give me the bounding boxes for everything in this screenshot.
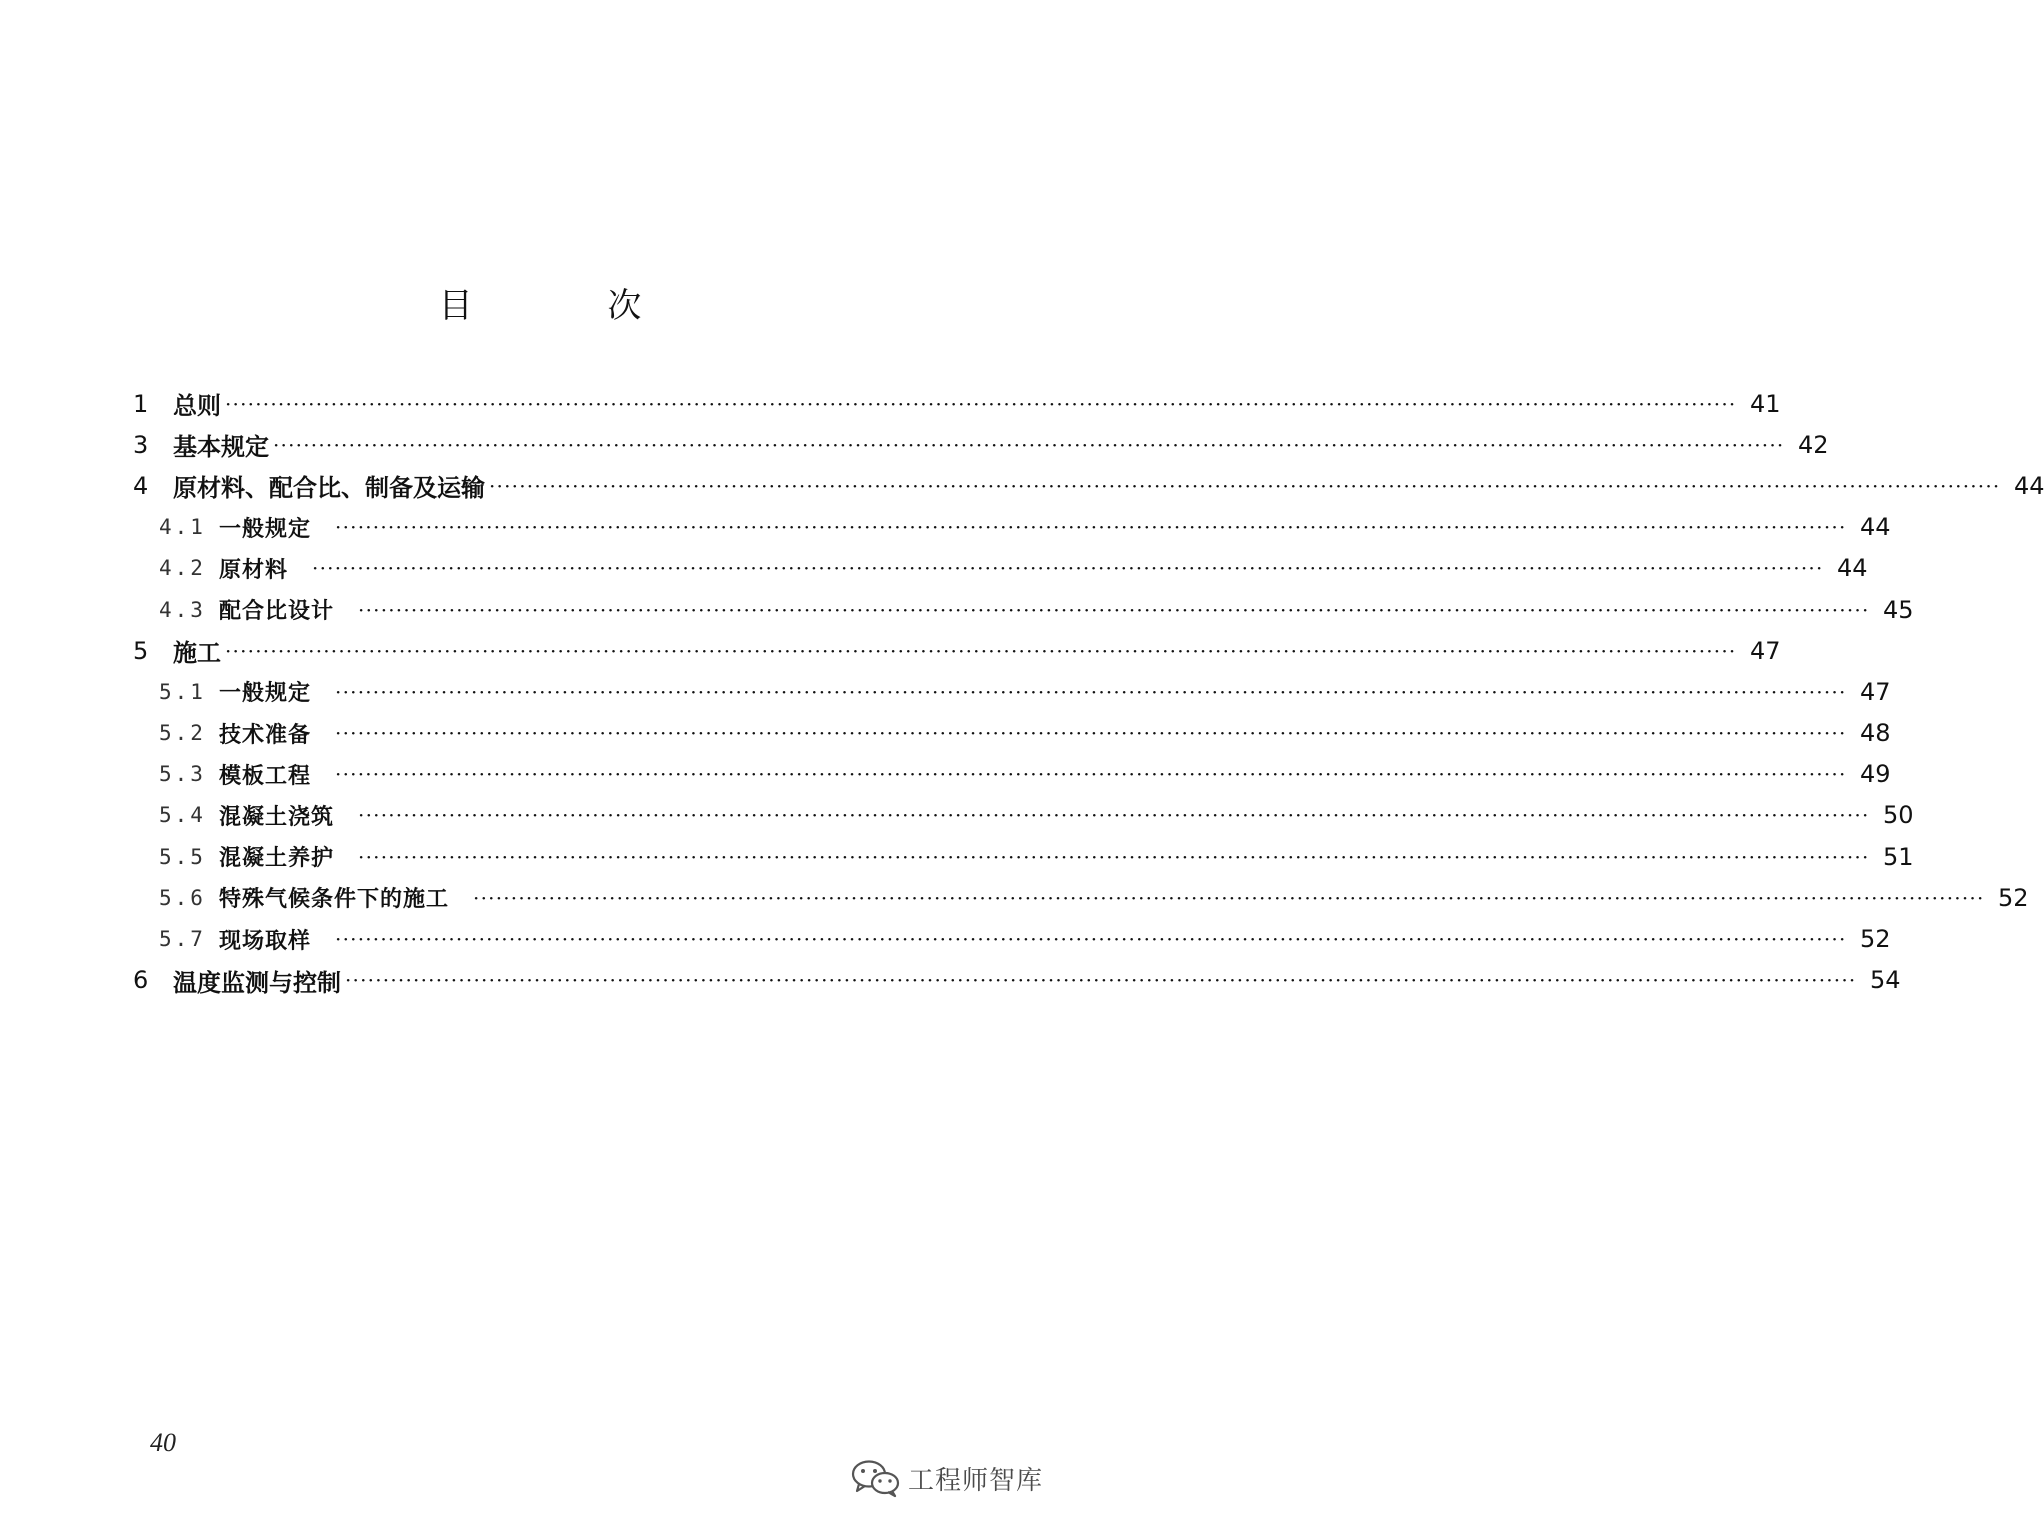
toc-entry: [133, 671, 1891, 712]
toc-entry-page: 47: [1749, 636, 1781, 665]
toc-entry-number: 5.7: [159, 927, 206, 952]
toc-entry-label: 配合比设计: [219, 599, 335, 625]
toc-entry: [133, 630, 1781, 671]
toc-entry-label: 特殊气候条件下的施工: [219, 887, 450, 913]
toc-entry: [133, 548, 1868, 589]
toc-entry-label: 一般规定: [219, 681, 312, 707]
toc-entry-number: 4.3: [159, 597, 206, 622]
toc-entry: [133, 424, 1829, 465]
toc-entry: [133, 960, 1901, 1001]
toc-entry-page: 44: [2013, 471, 2044, 500]
toc-entry: [133, 507, 1891, 548]
toc-entry-number: 5: [133, 636, 149, 665]
toc-entry-number: 4: [133, 471, 149, 500]
toc-entry: [133, 918, 1891, 959]
toc-entry-number: 5.3: [159, 762, 206, 787]
toc-entry-label: 一般规定: [219, 516, 312, 542]
toc-entry-number: 5.2: [159, 721, 206, 746]
toc-entry-page: 52: [1859, 925, 1891, 954]
table-of-contents: [133, 383, 2044, 1001]
toc-leader-dots: ········································································································································································································: [225, 391, 1737, 416]
toc-entry: [133, 795, 1914, 836]
toc-entry: [133, 589, 1914, 630]
toc-entry-page: 54: [1869, 966, 1901, 995]
toc-entry: [133, 713, 1891, 754]
toc-entry-page: 42: [1797, 430, 1829, 459]
page-number: 40: [150, 1428, 176, 1457]
toc-entry-number: 5.5: [159, 844, 206, 869]
toc-entry-page: 41: [1749, 389, 1781, 418]
toc-entry-number: 5.6: [159, 885, 206, 910]
toc-entry-number: 5.1: [159, 679, 206, 704]
toc-entry-number: 1: [133, 389, 149, 418]
toc-leader-dots: ········································································································································································································: [225, 638, 1737, 663]
wechat-icon: [850, 1458, 902, 1498]
toc-entry-page: 48: [1859, 719, 1891, 748]
toc-entry-number: 4.2: [159, 556, 206, 581]
page-title: 目 次: [438, 286, 704, 326]
toc-leader-dots: ········································································································································································································: [273, 432, 1785, 457]
toc-entry-label: 模板工程: [219, 763, 312, 789]
watermark: [850, 1458, 1043, 1498]
toc-entry-page: 52: [1997, 883, 2029, 912]
toc-entry-label: 原材料、配合比、制备及运输: [173, 474, 485, 503]
toc-entry-label: 混凝土养护: [219, 846, 335, 872]
toc-leader-dots: ········································································································································································································: [489, 473, 2001, 498]
toc-entry-page: 50: [1882, 801, 1914, 830]
toc-leader-dots: ········································································································································································································: [335, 721, 1847, 746]
toc-entry-page: 49: [1859, 760, 1891, 789]
toc-entry: [133, 754, 1891, 795]
toc-leader-dots: ········································································································································································································: [358, 597, 1870, 622]
toc-entry-number: 3: [133, 430, 149, 459]
toc-entry: [133, 465, 2044, 506]
toc-entry-label: 混凝土浇筑: [219, 804, 335, 830]
toc-leader-dots: ········································································································································································································: [358, 803, 1870, 828]
toc-entry-number: 4.1: [159, 515, 206, 540]
toc-entry-label: 原材料: [219, 557, 289, 583]
toc-leader-dots: ········································································································································································································: [335, 515, 1847, 540]
toc-leader-dots: ········································································································································································································: [335, 927, 1847, 952]
toc-entry-label: 技术准备: [219, 722, 312, 748]
toc-entry: [133, 383, 1781, 424]
toc-leader-dots: ········································································································································································································: [312, 556, 1824, 581]
toc-entry-number: 5.4: [159, 803, 206, 828]
toc-entry-page: 44: [1836, 554, 1868, 583]
toc-entry-label: 施工: [173, 639, 221, 668]
toc-leader-dots: ········································································································································································································: [335, 679, 1847, 704]
toc-leader-dots: ········································································································································································································: [335, 762, 1847, 787]
watermark-text: 工程师智库: [908, 1465, 1044, 1496]
toc-leader-dots: ········································································································································································································: [345, 968, 1857, 993]
toc-entry: [133, 877, 2029, 918]
toc-entry-label: 总则: [173, 392, 221, 421]
toc-entry: [133, 836, 1914, 877]
toc-entry-label: 温度监测与控制: [173, 968, 341, 997]
toc-entry-page: 51: [1882, 842, 1914, 871]
toc-leader-dots: ········································································································································································································: [358, 844, 1870, 869]
toc-entry-page: 45: [1882, 595, 1914, 624]
toc-entry-number: 6: [133, 966, 149, 995]
toc-leader-dots: ········································································································································································································: [473, 885, 1985, 910]
toc-entry-page: 47: [1859, 677, 1891, 706]
toc-entry-label: 现场取样: [219, 928, 312, 954]
toc-entry-page: 44: [1859, 513, 1891, 542]
toc-entry-label: 基本规定: [173, 433, 269, 462]
